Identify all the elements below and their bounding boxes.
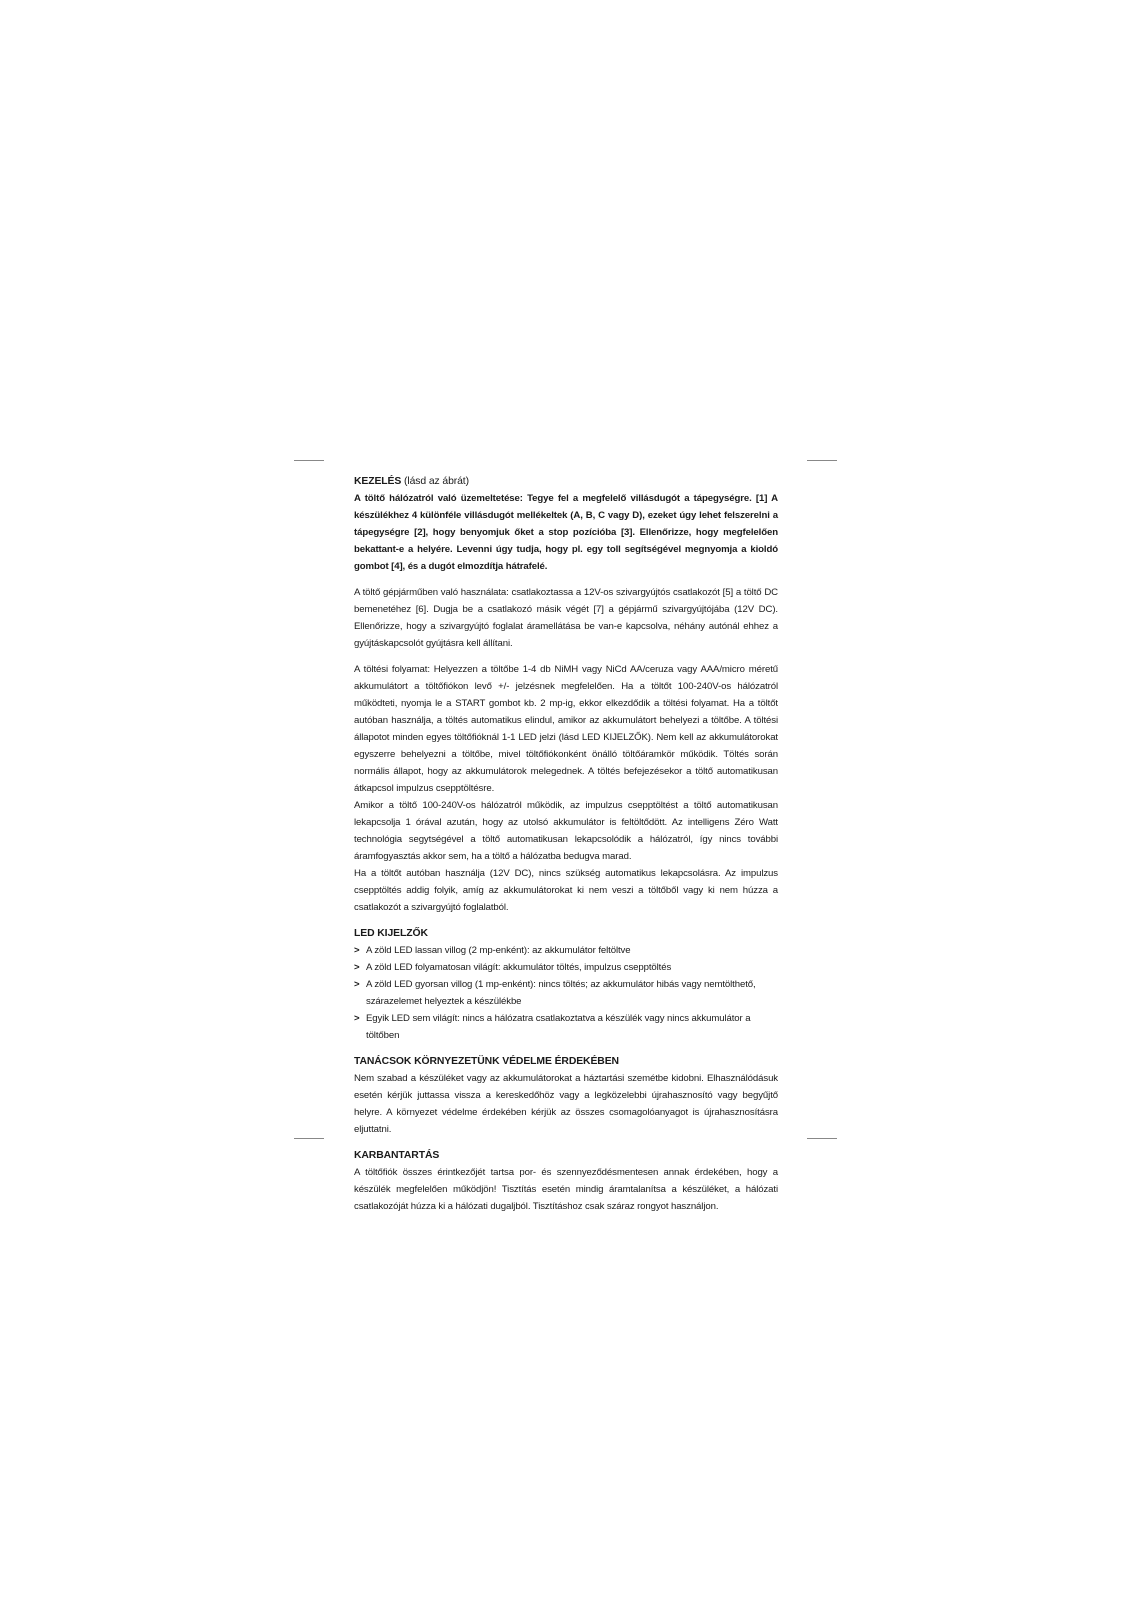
karbantartas-paragraph: A töltőfiók összes érintkezőjét tartsa por- és szennyeződésmentesen annak érdekében, hogy a készülék megfelelően működjön! Tisztítás esetén mindig áramtalanítsa a készüléket, a hálózati csatlakozóját húzza ki a hálózati dugaljból. Tisztításhoz csak száraz rongyot használjon. bbox=[354, 1167, 778, 1212]
kezeles-title: KEZELÉS bbox=[354, 476, 402, 487]
kezeles-paragraph-3: A töltési folyamat: Helyezzen a töltőbe 1-4 db NiMH vagy NiCd AA/ceruza vagy AAA/micro méretű akkumulátort a töltőfiókon levő +/- jelzésnek megfelelően. Ha a töltőt 100-240V-os hálózatról működteti, nyomja le a START gombot kb. 2 mp-ig, ekkor elkezdődik a töltési folyamat. Ha a töltőt autóban használja, a töltés automatikus elindul, amikor az akkumulátort behelyezi a töltőbe. A töltési állapotot minden egyes töltőfióknál 1-1 LED jelzi (lásd LED KIJELZŐK). Nem kell az akkumulátorokat egyszerre behelyezni a töltőbe, mivel töltőfiókonként önálló töltőáramkör működik. Töltés során normális állapot, hogy az akkumulátorok melegednek. A töltés befejezésekor a töltő automatikusan átkapcsol impulzus csepptöltésre. bbox=[354, 664, 778, 794]
section-title-led: LED KIJELZŐK bbox=[354, 928, 428, 939]
kezeles-paragraph-4: Amikor a töltő 100-240V-os hálózatról működik, az impulzus csepptöltést a töltő automatikusan lekapcsolja 1 órával azután, hogy az utolsó akkumulátor is feltöltődött. Az intelligens Zéro Watt technológia segytségével a töltő automatikusan lekapcsolódik a hálózatról, így nincs további áramfogyasztás akkor sem, ha a töltő a hálózatba bedugva marad. bbox=[354, 800, 778, 862]
list-item bbox=[354, 976, 778, 1010]
led-item-text: Egyik LED sem világít: nincs a hálózatra csatlakoztatva a készülék vagy nincs akkumulátor a töltőben bbox=[366, 1013, 751, 1041]
section-title-tanacsok: TANÁCSOK KÖRNYEZETÜNK VÉDELME ÉRDEKÉBEN bbox=[354, 1056, 619, 1067]
list-item bbox=[354, 942, 778, 959]
document-body bbox=[354, 473, 778, 1215]
arrow-icon: > bbox=[354, 979, 360, 990]
list-item bbox=[354, 959, 778, 976]
section-title-kezeles bbox=[354, 473, 778, 490]
crop-mark-bottom-right bbox=[807, 1138, 837, 1139]
list-item bbox=[354, 1010, 778, 1044]
crop-mark-top-right bbox=[807, 460, 837, 461]
led-list bbox=[354, 942, 778, 1044]
arrow-icon: > bbox=[354, 1013, 360, 1024]
section-title-karbantartas: KARBANTARTÁS bbox=[354, 1150, 440, 1161]
kezeles-paragraph-1: A töltő hálózatról való üzemeltetése: Tegye fel a megfelelő villásdugót a tápegységre. [1] A készülékhez 4 különféle villásdugót mellékeltek (A, B, C vagy D), ezeket úgy lehet felszerelni a tápegységre [2], hogy benyomjuk őket a stop pozícióba [3]. Ellenőrizze, hogy megfelelően bekattant-e a helyére. Levenni úgy tudja, hogy pl. egy toll segítségével megnyomja a kioldó gombot [4], és a dugót elmozdítja hátrafelé. bbox=[354, 493, 778, 572]
crop-mark-bottom-left bbox=[294, 1138, 324, 1139]
led-item-text: A zöld LED gyorsan villog (1 mp-enként): nincs töltés; az akkumulátor hibás vagy nemtölthető, szárazelemet helyeztek a készülékbe bbox=[366, 979, 756, 1007]
arrow-icon: > bbox=[354, 945, 360, 956]
tanacsok-paragraph: Nem szabad a készüléket vagy az akkumulátorokat a háztartási szemétbe kidobni. Elhasználódásuk esetén kérjük juttassa vissza a kereskedőhöz vagy a legközelebbi újrahasznosító vagy begyűjtő helyre. A környezet védelme érdekében kérjük az összes csomagolóanyagot is újrahasznosításra eljuttatni. bbox=[354, 1073, 778, 1135]
led-item-text: A zöld LED folyamatosan világít: akkumulátor töltés, impulzus csepptöltés bbox=[366, 962, 672, 973]
kezeles-paragraph-2: A töltő gépjárműben való használata: csatlakoztassa a 12V-os szivargyújtós csatlakozót [5] a töltő DC bemenetéhez [6]. Dugja be a csatlakozó másik végét [7] a gépjármű szivargyújtójába (12V DC). Ellenőrizze, hogy a szivargyújtó foglalat áramellátása be van-e kapcsolva, néhány autónál ehhez a gyújtáskapcsolót gyújtásra kell állítani. bbox=[354, 587, 778, 649]
kezeles-subtitle: (lásd az ábrát) bbox=[404, 476, 469, 487]
crop-mark-top-left bbox=[294, 460, 324, 461]
kezeles-paragraph-5: Ha a töltőt autóban használja (12V DC), nincs szükség automatikus lekapcsolásra. Az impulzus csepptöltés addig folyik, amíg az akkumulátorokat ki nem veszi a töltőből vagy ki nem húzza a csatlakozót a szivargyújtó foglalatból. bbox=[354, 868, 778, 913]
led-item-text: A zöld LED lassan villog (2 mp-enként): az akkumulátor feltöltve bbox=[366, 945, 631, 956]
arrow-icon: > bbox=[354, 962, 360, 973]
